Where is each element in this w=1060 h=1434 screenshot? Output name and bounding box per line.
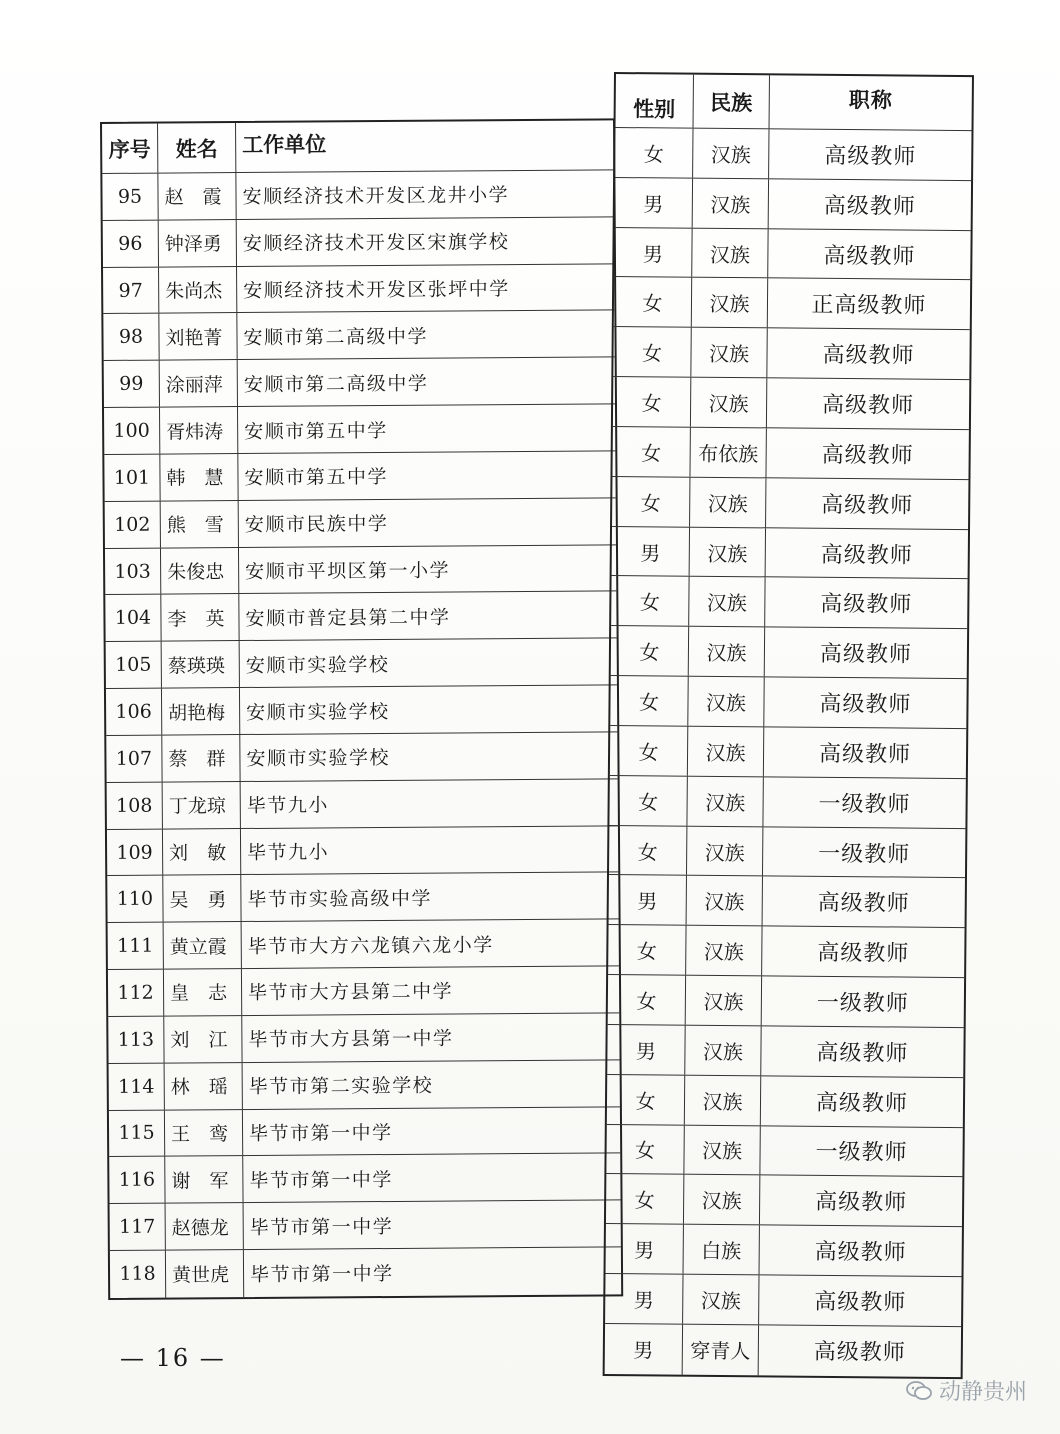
table-row <box>103 264 614 314</box>
row-unit: 安顺市实验学校 <box>245 653 390 677</box>
row-name: 皇 志 <box>164 969 242 1015</box>
row-title: 一级教师 <box>818 791 911 818</box>
row-unit: 安顺市第五中学 <box>244 419 388 443</box>
row-title: 高级教师 <box>819 691 912 718</box>
row-title: 高级教师 <box>815 1090 909 1117</box>
row-name: 蔡瑛瑛 <box>162 641 240 687</box>
row-number: 116 <box>109 1157 165 1203</box>
row-name: 涂丽萍 <box>160 360 238 406</box>
row-number: 110 <box>107 876 163 922</box>
watermark-text: 动静贵州 <box>939 1380 1028 1405</box>
row-ethnicity: 汉族 <box>687 876 763 925</box>
row-sex: 女 <box>609 826 687 876</box>
row-sex: 女 <box>612 427 690 477</box>
row-title: 高级教师 <box>824 143 917 170</box>
table-row <box>607 1025 963 1078</box>
table-row <box>605 1324 961 1377</box>
row-unit: 毕节市第二实验学校 <box>248 1074 434 1099</box>
row-number: 106 <box>106 689 162 735</box>
table-row <box>103 217 614 267</box>
header-ethnicity: 民族 <box>694 75 770 129</box>
row-unit: 安顺市第二高级中学 <box>243 325 429 349</box>
row-sex: 男 <box>614 228 692 278</box>
row-number: 95 <box>102 174 158 220</box>
row-unit: 毕节九小 <box>246 794 329 818</box>
row-name: 韩 慧 <box>160 454 238 500</box>
row-title: 高级教师 <box>817 940 910 967</box>
row-ethnicity: 汉族 <box>683 1275 759 1324</box>
row-number: 103 <box>105 548 161 594</box>
table-row <box>608 925 964 978</box>
row-ethnicity: 汉族 <box>689 577 765 626</box>
row-unit: 安顺市实验学校 <box>246 700 390 724</box>
row-sex: 男 <box>615 178 693 228</box>
row-sex: 男 <box>605 1324 683 1375</box>
table-row <box>105 498 616 548</box>
table-row <box>608 975 964 1028</box>
table-row <box>606 1174 962 1227</box>
row-title: 高级教师 <box>814 1239 907 1266</box>
table-row <box>614 277 970 330</box>
row-name: 刘艳菁 <box>159 314 237 360</box>
row-unit: 安顺市民族中学 <box>244 513 389 537</box>
row-number: 118 <box>110 1251 166 1298</box>
row-sex: 女 <box>615 128 693 178</box>
row-sex: 女 <box>614 277 692 327</box>
table-row <box>106 732 617 782</box>
table-row <box>102 170 613 220</box>
table-row <box>610 726 966 779</box>
row-number: 102 <box>105 501 161 547</box>
row-unit: 毕节市第一中学 <box>249 1262 394 1286</box>
row-title: 高级教师 <box>823 193 916 220</box>
row-ethnicity: 汉族 <box>691 378 767 427</box>
row-sex: 女 <box>607 1075 685 1125</box>
row-title: 正高级教师 <box>811 293 927 320</box>
row-number: 113 <box>108 1016 164 1062</box>
left-table <box>100 118 623 1300</box>
row-unit: 安顺经济技术开发区张坪中学 <box>243 278 510 303</box>
row-name: 朱尚杰 <box>159 267 237 313</box>
row-ethnicity: 汉族 <box>687 776 763 825</box>
row-sex: 女 <box>608 975 686 1025</box>
table-row <box>611 626 967 679</box>
row-number: 115 <box>109 1110 165 1156</box>
row-unit: 安顺市普定县第二中学 <box>245 606 451 630</box>
row-name: 谢 军 <box>165 1156 243 1202</box>
row-unit: 安顺市实验学校 <box>246 747 391 771</box>
row-name: 刘 江 <box>164 1016 242 1062</box>
row-title: 高级教师 <box>821 392 915 419</box>
row-number: 97 <box>103 267 159 313</box>
page-number: — 16 — <box>120 1344 226 1372</box>
row-number: 107 <box>106 736 162 782</box>
row-number: 101 <box>104 455 160 501</box>
row-ethnicity: 汉族 <box>690 527 766 576</box>
row-sex: 女 <box>608 925 686 975</box>
row-unit: 毕节市实验高级中学 <box>247 887 433 911</box>
row-name: 刘 敏 <box>163 829 241 875</box>
row-title: 高级教师 <box>816 1040 909 1067</box>
row-number: 114 <box>109 1063 165 1109</box>
row-unit: 安顺市平坝区第一小学 <box>245 559 451 584</box>
row-title: 一级教师 <box>818 841 911 868</box>
row-unit: 安顺市第五中学 <box>244 466 389 490</box>
row-sex: 女 <box>609 776 687 826</box>
row-unit: 毕节市大方县第一中学 <box>248 1027 454 1052</box>
table-row <box>109 1154 620 1204</box>
row-sex: 女 <box>606 1174 684 1224</box>
row-ethnicity: 汉族 <box>693 129 769 178</box>
row-title: 高级教师 <box>821 492 914 519</box>
row-name: 王 鸾 <box>165 1110 243 1156</box>
row-unit: 安顺市第二高级中学 <box>243 372 429 396</box>
table-row <box>109 1107 620 1157</box>
table-row <box>110 1201 621 1251</box>
row-number: 99 <box>104 361 160 407</box>
table-row <box>609 826 965 879</box>
row-title: 一级教师 <box>816 990 909 1017</box>
row-ethnicity: 汉族 <box>688 727 764 776</box>
row-number: 112 <box>108 970 164 1016</box>
row-name: 黄世虎 <box>166 1250 244 1297</box>
table-row <box>104 405 615 455</box>
table-row <box>612 477 968 530</box>
row-unit: 安顺经济技术开发区宋旗学校 <box>242 231 510 256</box>
row-title: 高级教师 <box>820 542 913 569</box>
table-row <box>108 920 619 970</box>
row-ethnicity: 汉族 <box>684 1125 760 1174</box>
table-row <box>105 592 616 642</box>
right-header-row <box>616 74 972 131</box>
table-row <box>104 358 615 408</box>
row-ethnicity: 白族 <box>684 1225 760 1274</box>
table-row <box>611 576 967 629</box>
right-table <box>603 72 974 1379</box>
row-title: 高级教师 <box>813 1340 906 1366</box>
watermark <box>905 1375 1027 1406</box>
table-row <box>606 1125 962 1178</box>
table-row <box>609 776 965 829</box>
row-ethnicity: 汉族 <box>686 976 762 1025</box>
row-name: 蔡 群 <box>162 735 240 781</box>
row-sex: 女 <box>613 327 691 377</box>
row-sex: 男 <box>609 875 687 925</box>
row-name: 吴 勇 <box>163 875 241 921</box>
row-name: 钟泽勇 <box>159 220 237 266</box>
row-number: 100 <box>104 408 160 454</box>
row-title: 高级教师 <box>822 343 915 369</box>
row-number: 111 <box>108 923 164 969</box>
table-row <box>613 327 969 380</box>
row-ethnicity: 汉族 <box>684 1175 760 1224</box>
row-unit: 安顺经济技术开发区龙井小学 <box>242 184 510 209</box>
row-number: 117 <box>110 1204 166 1250</box>
header-sex: 性别 <box>616 74 694 128</box>
table-row <box>613 377 969 430</box>
row-ethnicity: 布依族 <box>690 428 766 477</box>
row-number: 104 <box>105 595 161 641</box>
row-name: 丁龙琼 <box>163 782 241 828</box>
row-ethnicity: 汉族 <box>686 926 762 975</box>
row-title: 一级教师 <box>815 1140 908 1167</box>
header-name: 姓名 <box>158 123 236 173</box>
table-row <box>109 1060 620 1110</box>
table-row <box>612 427 968 480</box>
row-name: 赵 霞 <box>158 173 236 219</box>
row-sex: 男 <box>607 1025 685 1075</box>
row-number: 96 <box>103 220 159 266</box>
row-sex: 女 <box>613 377 691 427</box>
table-row <box>614 228 970 281</box>
table-row <box>615 128 971 181</box>
row-ethnicity: 汉族 <box>693 179 769 228</box>
table-row <box>610 676 966 729</box>
row-unit: 毕节九小 <box>247 841 330 864</box>
row-title: 高级教师 <box>823 243 916 270</box>
row-sex: 女 <box>611 576 689 626</box>
row-ethnicity: 汉族 <box>691 328 767 377</box>
table-row <box>108 1013 619 1063</box>
row-title: 高级教师 <box>819 642 913 668</box>
row-name: 林 瑶 <box>165 1063 243 1109</box>
row-title: 高级教师 <box>815 1190 908 1216</box>
table-row <box>606 1224 962 1277</box>
row-ethnicity: 汉族 <box>685 1075 761 1124</box>
wechat-icon <box>905 1380 933 1402</box>
table-row <box>615 178 971 231</box>
table-row <box>607 1075 963 1128</box>
table-row <box>104 451 615 501</box>
row-unit: 毕节市第一中学 <box>249 1168 393 1192</box>
table-row <box>106 639 617 689</box>
left-header-row <box>102 120 613 174</box>
row-number: 108 <box>107 782 163 828</box>
row-sex: 女 <box>606 1125 684 1175</box>
header-no: 序号 <box>102 124 158 173</box>
row-ethnicity: 汉族 <box>688 677 764 726</box>
row-title: 高级教师 <box>817 891 910 917</box>
row-name: 赵德龙 <box>166 1203 244 1249</box>
row-ethnicity: 汉族 <box>692 228 768 277</box>
header-title: 职称 <box>848 88 893 113</box>
row-name: 熊 雪 <box>161 501 239 547</box>
row-title: 高级教师 <box>821 442 914 469</box>
table-row <box>107 873 618 923</box>
row-ethnicity: 汉族 <box>690 477 766 526</box>
table-row <box>110 1247 621 1297</box>
row-ethnicity: 汉族 <box>692 278 768 327</box>
row-number: 105 <box>106 642 162 688</box>
row-name: 胡艳梅 <box>162 688 240 734</box>
header-unit: 工作单位 <box>242 132 327 158</box>
row-unit: 毕节市大方县第二中学 <box>248 981 454 1005</box>
table-row <box>107 826 618 876</box>
row-sex: 男 <box>605 1274 683 1324</box>
row-title: 高级教师 <box>818 741 912 768</box>
row-number: 98 <box>103 314 159 360</box>
row-sex: 女 <box>610 676 688 726</box>
row-sex: 男 <box>612 527 690 577</box>
table-row <box>108 966 619 1016</box>
row-unit: 毕节市第一中学 <box>248 1121 393 1145</box>
table-row <box>605 1274 961 1327</box>
row-ethnicity: 汉族 <box>689 627 765 676</box>
row-ethnicity: 汉族 <box>685 1026 761 1075</box>
row-sex: 男 <box>606 1224 684 1274</box>
row-sex: 女 <box>610 726 688 776</box>
row-sex: 女 <box>612 477 690 527</box>
row-name: 黄立霞 <box>164 922 242 968</box>
row-name: 胥炜涛 <box>160 407 238 453</box>
row-number: 109 <box>107 829 163 875</box>
row-ethnicity: 穿青人 <box>683 1325 759 1375</box>
table-row <box>612 527 968 580</box>
table-row <box>106 686 617 736</box>
table-row <box>105 545 616 595</box>
row-unit: 毕节市第一中学 <box>249 1215 394 1239</box>
row-ethnicity: 汉族 <box>687 826 763 875</box>
table-row <box>107 779 618 829</box>
row-title: 高级教师 <box>820 592 913 618</box>
row-name: 朱俊忠 <box>161 548 239 594</box>
row-sex: 女 <box>611 626 689 676</box>
row-title: 高级教师 <box>814 1289 907 1316</box>
table-row <box>103 311 614 361</box>
row-unit: 毕节市大方六龙镇六龙小学 <box>247 933 494 958</box>
table-row <box>609 875 965 928</box>
row-name: 李 英 <box>161 594 239 640</box>
